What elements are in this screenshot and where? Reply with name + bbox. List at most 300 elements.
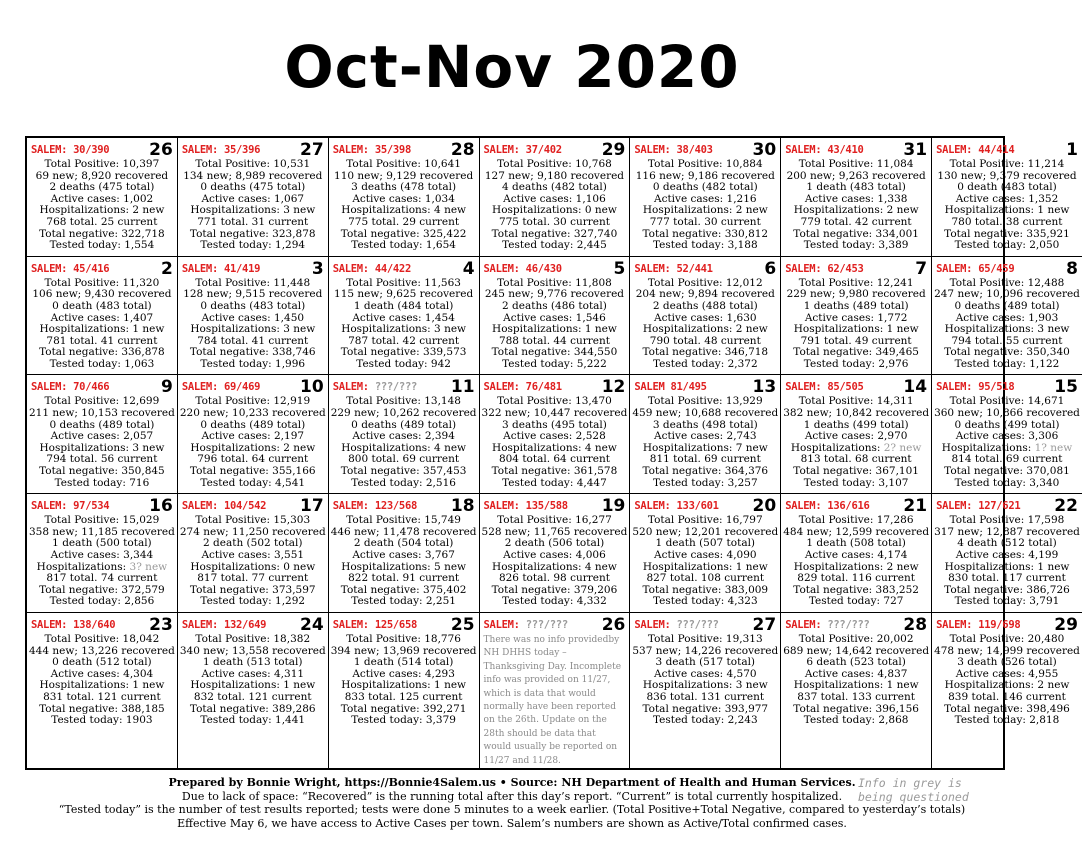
stat-line: Total negative: 373,597 xyxy=(189,583,316,596)
stat-line: Tested today: 3,107 xyxy=(803,476,909,489)
salem-cases: SALEM: 138/640 xyxy=(31,618,116,631)
calendar-day-cell xyxy=(329,613,480,768)
salem-cases: SALEM: 43/410 xyxy=(785,144,864,156)
stat-line: 1 death (500 total) xyxy=(52,537,152,550)
stat-line: 229 new; 9,980 recovered xyxy=(786,288,926,301)
stat-line: 814 total. 69 current xyxy=(951,453,1063,466)
stat-line: 787 total. 42 current xyxy=(348,334,460,347)
stat-line: Active cases: 1,772 xyxy=(804,311,908,324)
salem-cases: SALEM: ???/??? xyxy=(634,618,719,631)
cell-header xyxy=(632,258,778,279)
calendar-day-cell xyxy=(932,138,1082,257)
stat-line: 200 new; 9,263 recovered xyxy=(786,169,926,182)
stat-line: 826 total. 98 current xyxy=(498,572,610,585)
stat-line: Hospitalizations: 3 new xyxy=(341,323,467,336)
stat-line: 791 total. 49 current xyxy=(800,334,912,347)
stat-line: Total negative: 350,340 xyxy=(944,346,1070,359)
cell-header xyxy=(331,142,477,159)
day-number: 10 xyxy=(300,377,324,398)
stat-line: Hospitalizations: 2 new xyxy=(39,204,165,217)
stat-line: 274 new; 11,250 recovered xyxy=(179,525,326,538)
stat-line: Total negative: 346,718 xyxy=(642,346,769,359)
day-number: 29 xyxy=(1054,614,1078,635)
stat-line: Tested today: 1,654 xyxy=(351,239,456,252)
stat-line: Total negative: 383,009 xyxy=(642,583,769,596)
stat-line: Hospitalizations: 1 new xyxy=(793,323,919,336)
calendar-day-cell xyxy=(480,375,631,494)
salem-cases: SALEM: 76/481 xyxy=(483,381,562,394)
stat-line: Active cases: 1,067 xyxy=(201,192,305,205)
cell-header xyxy=(632,498,778,515)
calendar-day-cell xyxy=(781,375,932,494)
stat-line: Total negative: 325,422 xyxy=(340,227,467,240)
stat-line: Total negative: 388,185 xyxy=(39,702,165,715)
stat-line: 771 total. 31 current xyxy=(197,215,309,228)
stat-line: 115 new; 9,625 recovered xyxy=(334,288,474,301)
day-number: 13 xyxy=(752,377,777,398)
stat-line: Total Positive: 18,382 xyxy=(195,632,311,645)
stat-line: 788 total. 44 current xyxy=(498,334,610,347)
calendar-day-cell xyxy=(630,375,781,494)
stat-line: Hospitalizations: 1 new xyxy=(492,323,617,336)
stat-line: 220 new; 10,233 recovered xyxy=(179,407,326,420)
stat-line: Total Positive: 15,303 xyxy=(195,514,311,527)
salem-cases: SALEM: 44/422 xyxy=(332,262,411,275)
stat-line: Tested today: 3,340 xyxy=(954,476,1060,489)
stat-line: Hospitalizations: 4 new xyxy=(492,560,617,573)
salem-cases: SALEM: 95/518 xyxy=(936,381,1015,394)
stat-line: 830 total. 117 current xyxy=(948,572,1066,585)
cell-header xyxy=(331,258,477,279)
stat-line: Tested today: 2,372 xyxy=(652,357,758,370)
stat-line: Active cases: 2,394 xyxy=(352,430,455,443)
stat-line: 69 new; 8,920 recovered xyxy=(35,169,169,182)
day-number: 20 xyxy=(752,496,777,517)
day-number: 8 xyxy=(1066,258,1078,279)
stat-line: Total negative: 350,845 xyxy=(39,465,165,478)
salem-cases: SALEM: 52/441 xyxy=(634,262,713,275)
stat-line: 829 total. 116 current xyxy=(797,572,915,585)
stat-line: Total negative: 323,878 xyxy=(189,227,316,240)
cell-header xyxy=(180,614,326,635)
salem-cases: SALEM: 132/649 xyxy=(181,618,267,631)
day-number: 14 xyxy=(903,377,928,398)
salem-cases: SALEM: 46/430 xyxy=(483,262,562,275)
stat-line: 0 death (483 total) xyxy=(52,299,152,312)
stat-line: Hospitalizations: 4 new xyxy=(341,441,467,454)
day-number: 24 xyxy=(300,614,324,635)
calendar-day-cell xyxy=(781,257,932,376)
calendar-day-cell xyxy=(932,494,1082,613)
cell-header xyxy=(331,614,477,635)
stat-line: 790 total. 48 current xyxy=(649,334,761,347)
cell-header xyxy=(180,498,326,515)
stat-line: 1 deaths (499 total) xyxy=(803,418,909,431)
stat-line: 800 total. 69 current xyxy=(348,453,460,466)
stat-line: 839 total. 146 current xyxy=(948,690,1066,703)
cell-header xyxy=(29,258,175,279)
stat-line: 827 total. 108 current xyxy=(646,572,765,585)
stat-line: Tested today: 2,445 xyxy=(502,239,607,252)
salem-cases: SALEM: 35/396 xyxy=(181,144,261,156)
salem-cases: SALEM: 38/403 xyxy=(634,144,713,156)
footer-active-note: Effective May 6, we have access to Active Cases per town. Salem’s numbers are shown as Active/Total confirmed cases. xyxy=(177,816,847,830)
stat-line: Active cases: 2,743 xyxy=(654,430,757,443)
stat-line: Active cases: 4,174 xyxy=(804,548,908,561)
stat-line: 775 total. 29 current xyxy=(348,215,460,228)
calendar-day-cell xyxy=(178,375,329,494)
stat-line: Total Positive: 11,214 xyxy=(949,158,1065,170)
cell-header xyxy=(783,614,929,635)
stat-line: 781 total. 41 current xyxy=(46,334,158,347)
cell-header xyxy=(29,614,175,635)
day-number: 9 xyxy=(161,377,173,398)
stat-line: Tested today: 2,976 xyxy=(803,357,909,370)
stat-line: Active cases: 1,034 xyxy=(352,192,455,205)
no-data-note: There was no info providedby NH DHHS today – Thanksgiving Day. Incomplete info was provided on 11/27, which is data that would normally have been reported on the 26th. Update on the 28th should be data that would usually be reported on 11/27 and 11/28. xyxy=(483,634,622,766)
salem-cases: SALEM: 45/416 xyxy=(31,262,110,275)
salem-cases: SALEM: 41/419 xyxy=(181,262,261,275)
stat-line: Hospitalizations: 3? new xyxy=(36,560,168,573)
salem-cases: SALEM: 44/414 xyxy=(936,144,1015,156)
calendar-day-cell xyxy=(329,494,480,613)
stat-line: Total negative: 338,746 xyxy=(189,346,316,359)
day-number: 28 xyxy=(450,140,475,160)
stat-line: Tested today: 716 xyxy=(54,476,150,489)
cell-header xyxy=(934,379,1080,396)
cell-header xyxy=(632,614,778,635)
stat-line: Active cases: 2,528 xyxy=(503,430,606,443)
stat-line: 394 new; 13,969 recovered xyxy=(330,644,477,657)
cell-header xyxy=(180,379,326,396)
day-number: 7 xyxy=(915,258,928,279)
stat-line: Active cases: 4,304 xyxy=(50,667,154,680)
stat-line: Total negative: 396,156 xyxy=(793,702,919,715)
stat-line: Active cases: 3,551 xyxy=(201,548,305,561)
calendar-day-cell xyxy=(27,138,178,257)
day-number: 6 xyxy=(764,258,777,279)
stat-line: Total Positive: 10,397 xyxy=(44,158,160,170)
day-number: 19 xyxy=(601,496,626,517)
stat-line: Active cases: 1,454 xyxy=(352,311,455,324)
stat-line: Total Positive: 15,029 xyxy=(44,514,160,527)
stat-line: Hospitalizations: 2 new xyxy=(642,204,768,217)
cell-header xyxy=(331,379,477,396)
cell-header xyxy=(482,379,628,396)
stat-line: Total negative: 389,286 xyxy=(189,702,316,715)
stat-line: 796 total. 64 current xyxy=(197,453,309,466)
salem-cases: SALEM: 119/698 xyxy=(936,618,1021,631)
calendar-day-cell xyxy=(932,375,1082,494)
day-number: 22 xyxy=(1054,496,1078,517)
stat-line: 689 new; 14,642 recovered xyxy=(783,644,930,657)
salem-cases: SALEM: 70/466 xyxy=(31,381,110,394)
stat-line: Hospitalizations: 4 new xyxy=(492,441,617,454)
stat-line: Total negative: 398,496 xyxy=(944,702,1070,715)
stat-line: Active cases: 4,006 xyxy=(503,548,606,561)
day-number: 23 xyxy=(149,614,173,635)
cell-header xyxy=(29,142,175,159)
salem-cases: SALEM: 85/505 xyxy=(785,381,864,394)
stat-line: 836 total. 131 current xyxy=(646,690,765,703)
calendar-day-cell xyxy=(178,257,329,376)
stat-line: 130 new; 9,379 recovered xyxy=(937,169,1077,182)
stat-line: Active cases: 1,002 xyxy=(50,192,154,205)
stat-line: Tested today: 4,541 xyxy=(200,476,306,489)
day-number: 30 xyxy=(752,140,777,160)
stat-line: 446 new; 11,478 recovered xyxy=(330,525,477,538)
cell-header xyxy=(934,614,1080,635)
stat-line: 817 total. 74 current xyxy=(46,572,158,585)
stat-line: Tested today: 1,996 xyxy=(200,357,306,370)
stat-line: 822 total. 91 current xyxy=(348,572,460,585)
stat-line: 1 death (484 total) xyxy=(353,299,454,312)
stat-line: Tested today: 2,818 xyxy=(954,714,1060,727)
salem-cases: SALEM: 69/469 xyxy=(181,381,261,394)
stat-line: Total Positive: 10,768 xyxy=(497,158,612,170)
cell-header xyxy=(632,142,778,159)
stat-line: Tested today: 1,122 xyxy=(954,357,1060,370)
stat-line: 831 total. 121 current xyxy=(43,690,161,703)
stat-line: 4 deaths (482 total) xyxy=(502,181,607,194)
calendar-day-cell xyxy=(630,494,781,613)
stat-line: Active cases: 2,970 xyxy=(804,430,908,443)
stat-line: 0 death (483 total) xyxy=(957,181,1057,194)
stat-line: Total negative: 379,206 xyxy=(491,583,618,596)
stat-line: 0 deaths (489 total) xyxy=(49,418,155,431)
stat-line: Total negative: 386,726 xyxy=(944,583,1070,596)
day-number: 26 xyxy=(601,614,626,635)
stat-line: Total negative: 330,812 xyxy=(642,227,769,240)
stat-line: 537 new; 14,226 recovered xyxy=(632,644,779,657)
calendar-day-cell xyxy=(178,494,329,613)
calendar-day-cell xyxy=(480,613,631,768)
day-number: 25 xyxy=(450,614,475,635)
stat-line: Total Positive: 17,286 xyxy=(798,514,914,527)
day-number: 29 xyxy=(601,140,626,160)
stat-line: Total Positive: 15,749 xyxy=(346,514,461,527)
stat-line: Tested today: 3,379 xyxy=(351,714,456,727)
stat-line: Total negative: 336,878 xyxy=(39,346,165,359)
stat-line: 358 new; 11,185 recovered xyxy=(29,525,175,538)
grey-info-line: being questioned xyxy=(858,790,969,804)
stat-line: 768 total. 25 current xyxy=(46,215,158,228)
day-number: 4 xyxy=(462,258,475,279)
salem-cases: SALEM: 62/453 xyxy=(785,262,864,275)
stat-line: Hospitalizations: 3 new xyxy=(190,323,316,336)
cell-header xyxy=(482,498,628,515)
stat-line: Hospitalizations: 2? new xyxy=(790,441,922,454)
day-number: 5 xyxy=(613,258,626,279)
stat-line: Active cases: 2,197 xyxy=(201,430,305,443)
stat-line: 478 new; 14,999 recovered xyxy=(934,644,1080,657)
stat-line: Hospitalizations: 0 new xyxy=(190,560,316,573)
stat-line: 3 death (517 total) xyxy=(655,656,756,669)
stat-line: Tested today: 3,389 xyxy=(803,239,909,252)
calendar-day-cell xyxy=(178,613,329,768)
stat-line: Active cases: 1,216 xyxy=(654,192,757,205)
stat-line: Hospitalizations: 3 new xyxy=(944,323,1070,336)
stat-line: 817 total. 77 current xyxy=(197,572,309,585)
stat-line: Total Positive: 18,042 xyxy=(44,632,160,645)
stat-line: 3 deaths (478 total) xyxy=(351,181,457,194)
day-number: 12 xyxy=(601,377,626,398)
stat-line: 794 total. 55 current xyxy=(951,334,1063,347)
stat-line: Tested today: 1,292 xyxy=(200,595,306,608)
stat-line: Tested today: 1903 xyxy=(51,714,153,727)
calendar-day-cell xyxy=(480,494,631,613)
stat-line: Total negative: 327,740 xyxy=(491,227,618,240)
stat-line: Hospitalizations: 4 new xyxy=(341,204,467,217)
salem-cases: SALEM: 30/390 xyxy=(31,144,110,156)
stat-line: Active cases: 1,546 xyxy=(503,311,606,324)
stat-line: 245 new; 9,776 recovered xyxy=(484,288,625,301)
stat-line: 382 new; 10,842 recovered xyxy=(783,407,930,420)
stat-line: Hospitalizations: 5 new xyxy=(341,560,467,573)
stat-line: Tested today: 2,868 xyxy=(803,714,909,727)
footer-source: Prepared by Bonnie Wright, https://Bonnie4Salem.us • Source: NH Department of Health and Human Services. xyxy=(168,776,856,789)
stat-line: Total negative: 372,579 xyxy=(39,583,165,596)
stat-line: Tested today: 2,856 xyxy=(49,595,155,608)
calendar-day-cell xyxy=(27,494,178,613)
calendar-day-cell xyxy=(630,138,781,257)
stat-line: 1 death (483 total) xyxy=(806,181,906,194)
day-number: 27 xyxy=(300,140,324,160)
cell-header xyxy=(934,498,1080,515)
cell-header xyxy=(29,498,175,515)
footer-tested-note: “Tested today” is the number of test results reported; tests were done 5 minutes to a week earlier. (Total Positive+Total Negative, compared to yesterday’s totals) xyxy=(58,803,966,816)
cell-header xyxy=(331,498,477,515)
stat-line: Tested today: 4,447 xyxy=(502,476,607,489)
stat-line: 0 deaths (482 total) xyxy=(652,181,758,194)
stat-line: 484 new; 12,599 recovered xyxy=(783,525,930,538)
stat-line: 0 deaths (489 total) xyxy=(954,299,1060,312)
stat-line: Tested today: 2,516 xyxy=(351,476,456,489)
stat-line: Hospitalizations: 2 new xyxy=(190,441,316,454)
stat-line: Total Positive: 12,488 xyxy=(949,276,1065,289)
stat-line: Tested today: 3,257 xyxy=(652,476,758,489)
stat-line: Total negative: 349,465 xyxy=(793,346,919,359)
stat-line: Total negative: 367,101 xyxy=(793,465,919,478)
day-number: 11 xyxy=(450,377,475,398)
stat-line: Tested today: 1,063 xyxy=(49,357,155,370)
stat-line: Hospitalizations: 1 new xyxy=(39,323,165,336)
day-number: 26 xyxy=(149,140,173,160)
salem-cases: SALEM 81/495 xyxy=(634,381,707,394)
stat-line: 0 deaths (489 total) xyxy=(351,418,457,431)
salem-cases: SALEM: ???/??? xyxy=(785,618,870,631)
stat-line: Total negative: 393,977 xyxy=(642,702,769,715)
salem-cases: SALEM: 136/616 xyxy=(785,500,870,513)
stat-line: Total Positive: 14,671 xyxy=(949,395,1065,408)
stat-line: 4 death (512 total) xyxy=(957,537,1057,550)
stat-line: Active cases: 4,837 xyxy=(804,667,908,680)
stat-line: 2 deaths (488 total) xyxy=(652,299,758,312)
stat-line: Hospitalizations: 3 new xyxy=(190,204,316,217)
stat-line: Total negative: 339,573 xyxy=(340,346,467,359)
stat-line: 3 deaths (498 total) xyxy=(652,418,758,431)
stat-line: Hospitalizations: 1? new xyxy=(941,441,1073,454)
day-number: 21 xyxy=(903,496,928,517)
calendar-day-cell xyxy=(329,375,480,494)
stat-line: Total Positive: 20,002 xyxy=(798,632,914,645)
cell-header xyxy=(783,142,929,159)
salem-cases: SALEM: 127/621 xyxy=(936,500,1021,513)
stat-line: Tested today: 4,332 xyxy=(502,595,607,608)
day-number: 27 xyxy=(752,614,777,635)
stat-line: Active cases: 1,450 xyxy=(201,311,305,324)
stat-line: Total Positive: 18,776 xyxy=(346,632,461,645)
stat-line: Total Positive: 13,470 xyxy=(497,395,612,408)
grey-info-legend xyxy=(858,776,1008,804)
stat-line: 360 new; 10,866 recovered xyxy=(934,407,1080,420)
stat-line: Active cases: 4,199 xyxy=(955,548,1059,561)
stat-line: Active cases: 4,090 xyxy=(654,548,757,561)
stat-line: Active cases: 4,293 xyxy=(352,667,455,680)
stat-line: 837 total. 133 current xyxy=(797,690,915,703)
day-number: 2 xyxy=(161,258,173,279)
stat-line: 1 death (513 total) xyxy=(203,656,303,669)
stat-line: 1 death (514 total) xyxy=(353,656,454,669)
stat-line: 211 new; 10,153 recovered xyxy=(29,407,175,420)
stat-line: Active cases: 1,338 xyxy=(804,192,908,205)
stat-line: Total negative: 334,001 xyxy=(793,227,919,240)
cell-header xyxy=(783,258,929,279)
stat-line: Tested today: 727 xyxy=(808,595,904,608)
calendar-day-cell xyxy=(27,613,178,768)
stat-line: Hospitalizations: 7 new xyxy=(642,441,768,454)
stat-line: Total Positive: 10,641 xyxy=(346,158,461,170)
calendar-day-cell xyxy=(781,494,932,613)
salem-cases: SALEM: 125/658 xyxy=(332,618,417,631)
stat-line: Hospitalizations: 2 new xyxy=(793,204,919,217)
day-number: 17 xyxy=(300,496,324,517)
stat-line: Active cases: 1,352 xyxy=(955,192,1059,205)
stat-line: 0 deaths (475 total) xyxy=(200,181,306,194)
stat-line: Tested today: 2,243 xyxy=(652,714,758,727)
day-number: 18 xyxy=(450,496,475,517)
cell-header xyxy=(482,142,628,159)
cell-header xyxy=(180,258,326,279)
stat-line: 229 new; 10,262 recovered xyxy=(330,407,477,420)
stat-line: Tested today: 2,251 xyxy=(351,595,456,608)
salem-cases: SALEM: 104/542 xyxy=(181,500,267,513)
stat-line: 1 death (508 total) xyxy=(806,537,906,550)
stat-line: 528 new; 11,765 recovered xyxy=(481,525,628,538)
day-number: 31 xyxy=(903,140,928,160)
stat-line: Tested today: 1,441 xyxy=(200,714,306,727)
day-number: 16 xyxy=(149,496,173,517)
stat-line: Total negative: 361,578 xyxy=(491,465,618,478)
stat-line: Total Positive: 12,012 xyxy=(647,276,763,289)
stat-line: Hospitalizations: 1 new xyxy=(642,560,768,573)
salem-cases: SALEM: 135/588 xyxy=(483,500,568,513)
day-number: 3 xyxy=(311,258,324,279)
stat-line: Active cases: 1,407 xyxy=(50,311,154,324)
stat-line: 134 new; 8,989 recovered xyxy=(183,169,323,182)
calendar-day-cell xyxy=(932,257,1082,376)
stat-line: Total Positive: 10,531 xyxy=(195,158,311,170)
calendar-day-cell xyxy=(27,257,178,376)
stat-line: 106 new; 9,430 recovered xyxy=(32,288,172,301)
stat-line: Hospitalizations: 1 new xyxy=(944,560,1070,573)
cell-header xyxy=(632,379,778,396)
day-number: 15 xyxy=(1054,377,1078,398)
calendar-day-cell xyxy=(480,138,631,257)
stat-line: 811 total. 69 current xyxy=(649,453,761,466)
stat-line: Hospitalizations: 2 new xyxy=(642,323,768,336)
stat-line: Total Positive: 16,797 xyxy=(647,514,763,527)
